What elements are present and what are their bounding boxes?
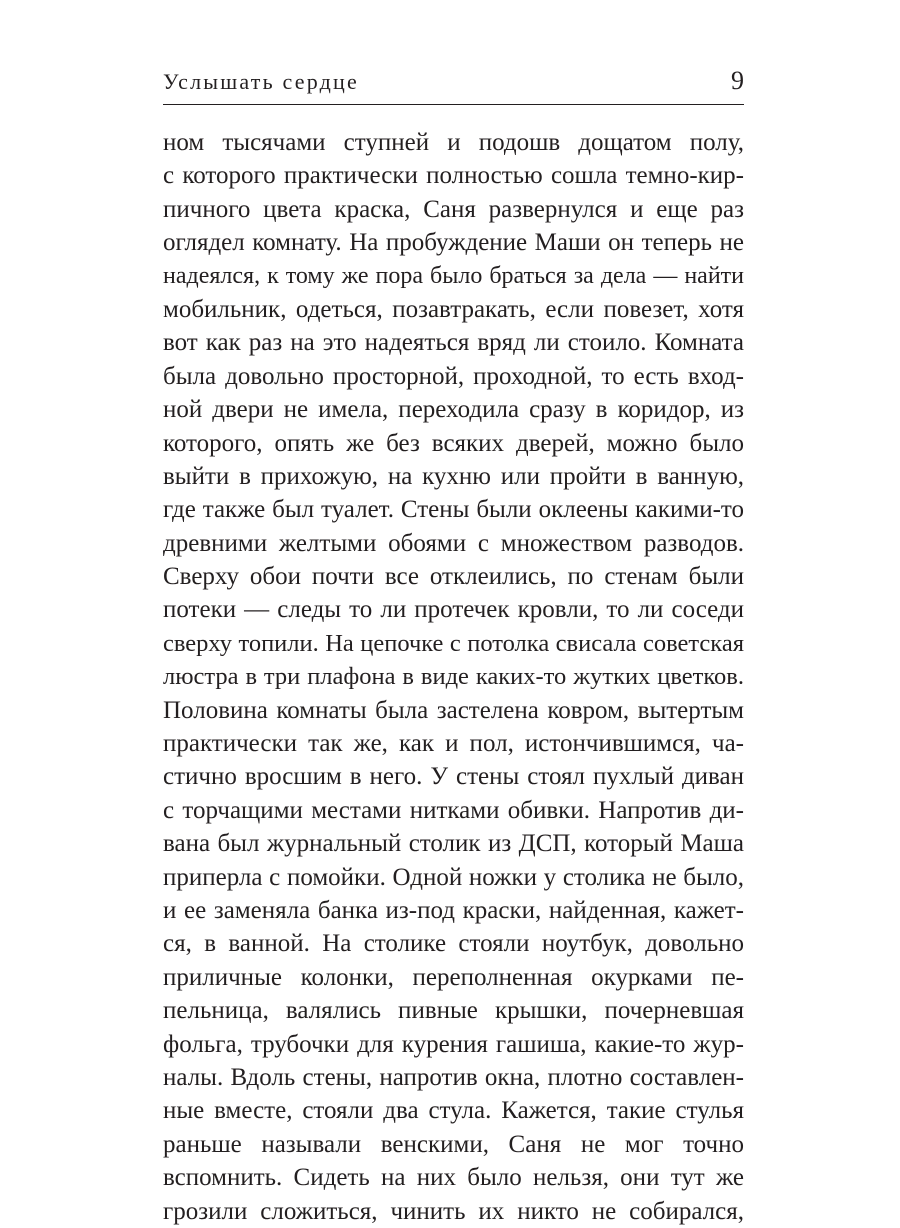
text-line: налы. Вдоль стены, напротив окна, плотно составлен-	[163, 1063, 744, 1091]
text-line: пичного цвета краска, Саня развернулся и еще раз	[163, 195, 744, 223]
text-line: надеялся, к тому же пора было браться за дела — найти	[163, 262, 744, 289]
text-line: вот как раз на это надеяться вряд ли стоило. Комната	[163, 329, 744, 357]
text-line: раньше называли венскими, Саня не мог точно	[163, 1130, 744, 1158]
text-line: вспомнить. Сидеть на них было нельзя, они тут же	[163, 1164, 744, 1192]
body-text	[163, 126, 744, 1228]
text-line: стично вросшим в него. У стены стоял пухлый диван	[163, 763, 744, 791]
text-line: фольга, трубочки для курения гашиша, какие-то жур-	[163, 1030, 744, 1058]
text-line: грозили сложиться, чинить их никто не собирался,	[163, 1197, 744, 1225]
running-title: Услышать сердце	[163, 69, 359, 94]
text-line: мобильник, одеться, позавтракать, если повезет, хотя	[163, 295, 744, 323]
text-line: была довольно просторной, проходной, то есть вход-	[163, 362, 744, 390]
text-line: Половина комнаты была застелена ковром, вытертым	[163, 696, 744, 724]
text-line: где также был туалет. Стены были оклеены какими-то	[163, 496, 744, 524]
text-line: и ее заменяла банка из-под краски, найденная, кажет-	[163, 896, 744, 924]
header-rule	[163, 104, 744, 105]
running-head	[163, 66, 744, 102]
text-line: практически так же, как и пол, истончившимся, ча-	[163, 730, 744, 758]
text-line: ся, в ванной. На столике стояли ноутбук, довольно	[163, 930, 744, 958]
text-line: ные вместе, стояли два стула. Кажется, такие стулья	[163, 1097, 744, 1125]
text-line: сверху топили. На цепочке с потолка свисала советская	[163, 629, 744, 657]
text-line: Сверху обои почти все отклеились, по стенам были	[163, 563, 744, 591]
text-line: ном тысячами ступней и подошв дощатом полу,	[163, 129, 744, 156]
text-line: которого, опять же без всяких дверей, можно было	[163, 429, 744, 457]
text-line: пельница, валялись пивные крышки, почерневшая	[163, 997, 744, 1025]
text-line: ной двери не имела, переходила сразу в коридор, из	[163, 396, 744, 424]
text-line: люстра в три плафона в виде каких-то жутких цветков.	[163, 663, 744, 691]
text-line: вана был журнальный столик из ДСП, который Маша	[163, 830, 744, 858]
text-line: древними желтыми обоями с множеством разводов.	[163, 529, 744, 557]
text-line: с торчащими местами нитками обивки. Напротив ди-	[163, 796, 744, 824]
text-line: с которого практически полностью сошла темно-кир-	[163, 162, 744, 190]
text-line: приперла с помойки. Одной ножки у столика не было,	[163, 863, 744, 891]
text-line: оглядел комнату. На пробуждение Маши он теперь не	[163, 229, 744, 257]
text-line: приличные колонки, переполненная окурками пе-	[163, 963, 744, 991]
page-number: 9	[731, 66, 744, 95]
text-line: выйти в прихожую, на кухню или пройти в ванную,	[163, 462, 744, 490]
text-line: потеки — следы то ли протечек кровли, то ли соседи	[163, 596, 744, 624]
